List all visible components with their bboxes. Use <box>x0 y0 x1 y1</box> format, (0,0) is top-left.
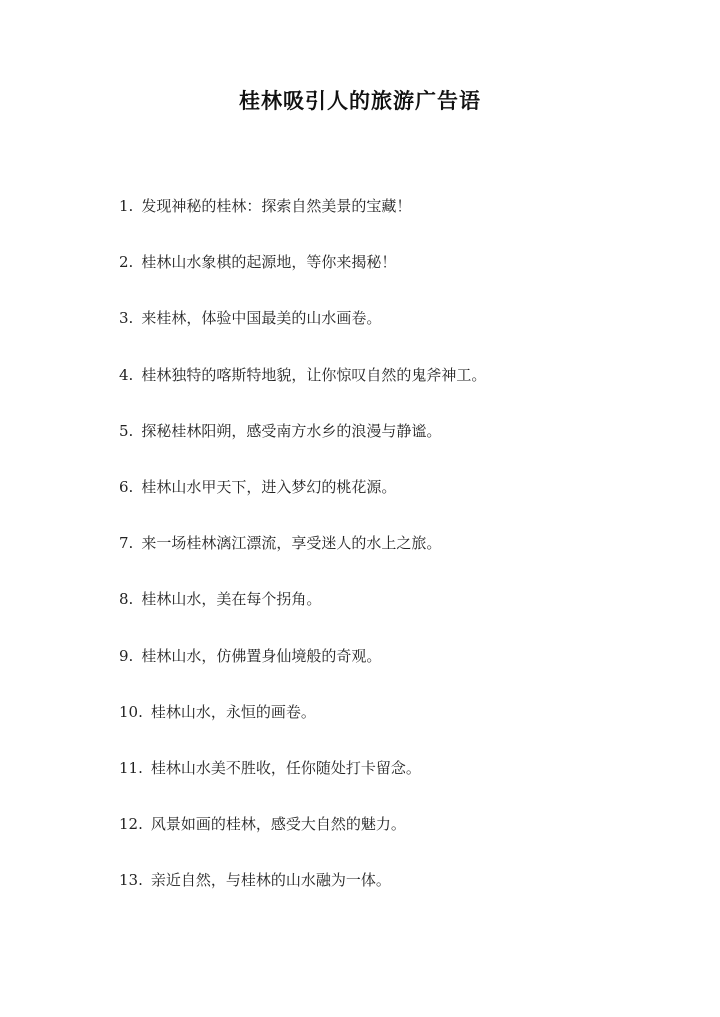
item-text: 探秘桂林阳朔，感受南方水乡的浪漫与静谧。 <box>141 421 442 440</box>
item-text: 亲近自然，与桂林的山水融为一体。 <box>150 871 391 890</box>
document-title: 桂林吸引人的旅游广告语 <box>239 88 481 113</box>
list-item <box>119 755 679 811</box>
slogan-list <box>119 193 679 923</box>
item-number: 7. <box>119 534 134 553</box>
item-text: 桂林山水，永恒的画卷。 <box>150 702 316 721</box>
item-number: 1. <box>119 197 134 215</box>
item-number: 5. <box>119 421 134 440</box>
item-number: 8. <box>119 590 134 609</box>
item-number: 3. <box>119 309 134 328</box>
item-number: 2. <box>119 253 134 272</box>
item-number: 10. <box>119 702 143 721</box>
item-text: 发现神秘的桂林：探索自然美景的宝藏！ <box>141 197 412 215</box>
list-item <box>119 643 679 699</box>
list-item <box>119 305 679 361</box>
list-item <box>119 811 679 867</box>
item-text: 来桂林，体验中国最美的山水画卷。 <box>141 309 382 328</box>
item-text: 桂林山水甲天下，进入梦幻的桃花源。 <box>141 477 397 496</box>
item-number: 4. <box>119 365 134 384</box>
list-item <box>119 249 679 305</box>
item-text: 桂林山水，仿佛置身仙境般的奇观。 <box>141 646 382 665</box>
list-item <box>119 474 679 530</box>
item-text: 桂林山水，美在每个拐角。 <box>141 590 322 609</box>
list-item <box>119 362 679 418</box>
item-number: 6. <box>119 477 134 496</box>
item-number: 13. <box>119 871 143 890</box>
list-item <box>119 530 679 586</box>
list-item <box>119 699 679 755</box>
list-item <box>119 867 679 923</box>
list-item <box>119 193 679 249</box>
item-number: 9. <box>119 646 134 665</box>
item-text: 风景如画的桂林，感受大自然的魅力。 <box>150 815 406 834</box>
item-text: 桂林山水象棋的起源地，等你来揭秘！ <box>141 253 397 272</box>
item-text: 桂林山水美不胜收，任你随处打卡留念。 <box>150 758 421 777</box>
item-text: 桂林独特的喀斯特地貌，让你惊叹自然的鬼斧神工。 <box>141 365 487 384</box>
list-item <box>119 418 679 474</box>
item-number: 12. <box>119 815 143 834</box>
item-text: 来一场桂林漓江漂流，享受迷人的水上之旅。 <box>141 534 442 553</box>
item-number: 11. <box>119 758 143 777</box>
list-item <box>119 586 679 642</box>
